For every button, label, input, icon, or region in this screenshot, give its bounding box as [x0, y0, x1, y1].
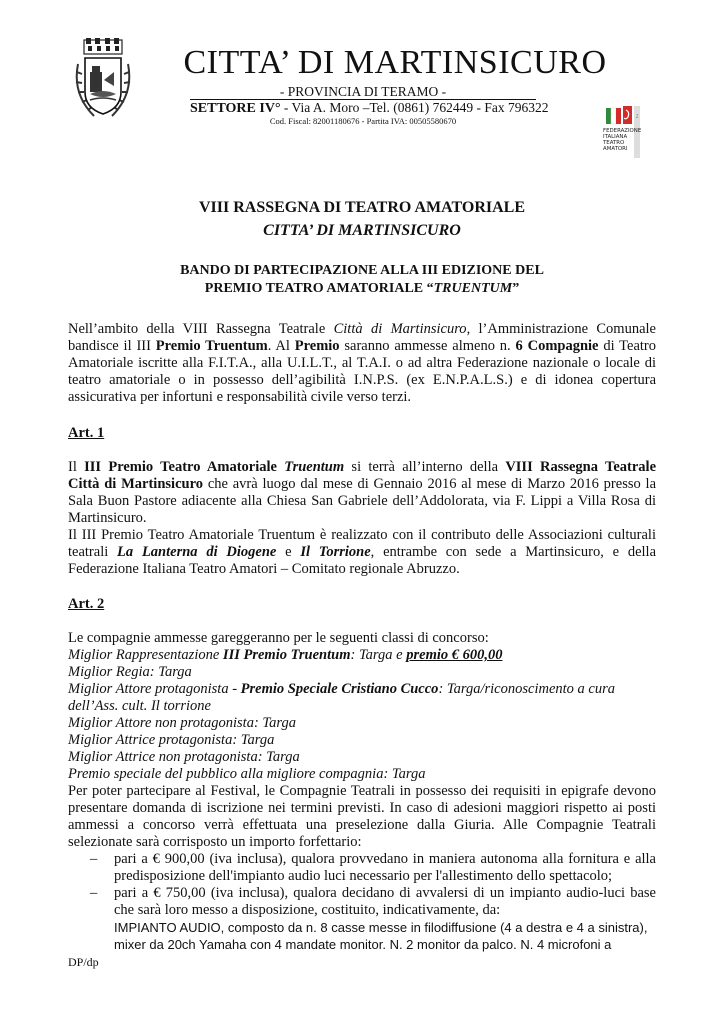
svg-text:ITALIANA: ITALIANA: [603, 134, 628, 140]
svg-text:FEDERAZIONE: FEDERAZIONE: [603, 128, 642, 134]
art-2-para-line-2: presentare domanda di iscrizione nei termini previsti. In caso di adesioni maggiori rispetto ai posti: [68, 800, 656, 816]
bando-title-quote: ”: [512, 281, 520, 296]
award-best-actor-cont: dell’Ass. cult. Il torrione: [68, 698, 211, 714]
award-supporting-actor: Miglior Attore non protagonista: Targa: [68, 715, 296, 731]
art-1-line-4: Martinsicuro.: [68, 510, 147, 526]
award-best-actress: Miglior Attrice protagonista: Targa: [68, 732, 275, 748]
award-best-direction: Miglior Regia: Targa: [68, 664, 192, 680]
art-1-line-6: teatrali La Lanterna di Diogene e Il Torrione, entrambe con sede a Martinsicuro, e della: [68, 544, 657, 560]
svg-text:AMATORI: AMATORI: [603, 146, 628, 152]
art-1-line-7: Federazione Italiana Teatro Amatori – Comitato regionale Abruzzo.: [68, 561, 460, 577]
art-2-para-line-1: Per poter partecipare al Festival, le Compagnie Teatrali in possesso dei requisiti in epigrafe devono: [68, 783, 656, 799]
sector-line: [190, 100, 549, 117]
art-1-line-5: Il III Premio Teatro Amatoriale Truentum è realizzato con il contributo delle Associazioni culturali: [68, 527, 656, 543]
intro-line-1: Nell’ambito della VIII Rassegna Teatrale Città di Martinsicuro, l’Amministrazione Comunale: [68, 321, 656, 337]
svg-text:TEATRO: TEATRO: [603, 140, 625, 146]
art-1-line-2: Città di Martinsicuro che avrà luogo dal mese di Gennaio 2016 al mese di Marzo 2016 presso la: [68, 476, 657, 492]
rassegna-title: VIII RASSEGNA DI TEATRO AMATORIALE: [198, 199, 525, 216]
fee-option-2-line-2: che sarà loro messo a disposizione, costituito, indicativamente, da:: [114, 902, 501, 918]
intro-line-2: bandisce il III Premio Truentum. Al Premio saranno ammesse almeno n. 6 Compagnie di Teatro: [68, 338, 657, 354]
art-2-para-line-3: ammessi a concorso verrà effettuata una preselezione dalla Giuria. Alle Compagnie Teatrali: [68, 817, 656, 833]
citta-subtitle: CITTA’ DI MARTINSICURO: [263, 222, 461, 239]
award-best-actor: Miglior Attore protagonista - Premio Speciale Cristiano Cucco: Targa/riconoscimento a cura: [68, 681, 615, 697]
fee-option-1-line-2: predisposizione dell'impianto audio luci necessario per l'allestimento dello spettacolo;: [114, 868, 613, 884]
bando-title-line1: BANDO DI PARTECIPAZIONE ALLA III EDIZIONE DEL: [180, 263, 544, 278]
footer-initials: DP/dp: [68, 955, 99, 969]
city-title: CITTA’ DI MARTINSICURO: [183, 44, 607, 81]
bando-title-line2: [0, 280, 724, 297]
fee-option-2-line-1: pari a € 750,00 (iva inclusa), qualora decidano di avvalersi di un impianto audio-luci base: [114, 885, 656, 901]
sector-label: SETTORE IV°: [190, 101, 281, 116]
fee-option-1-line-1: pari a € 900,00 (iva inclusa), qualora provvedano in maniera autonoma alla fornitura e alla: [114, 851, 656, 867]
audio-equipment-line-1: IMPIANTO AUDIO, composto da n. 8 casse messe in filodiffusione (4 a destra e 4 a sinistra),: [114, 920, 648, 935]
art-1-heading: Art. 1: [68, 425, 105, 441]
svg-text:2: 2: [635, 114, 639, 120]
audio-equipment-line-2: mixer da 20ch Yamaha con 4 mandate monitor. N. 2 monitor da palco. N. 4 microfoni a: [114, 937, 612, 952]
intro-line-3: Amatoriale iscritte alla F.I.T.A., alla U.I.L.T., al T.A.I. o ad altra Federazione nazionale o locale di: [68, 355, 656, 371]
art-2-heading: Art. 2: [68, 596, 105, 612]
sector-info: - Via A. Moro –Tel. (0861) 762449 - Fax 796322: [280, 100, 549, 115]
province-line: - PROVINCIA DI TERAMO -: [190, 84, 536, 100]
bullet-dash-1: –: [90, 851, 98, 867]
bullet-dash-2: –: [90, 885, 98, 901]
municipal-crest-icon: [72, 36, 134, 126]
intro-line-5: assicurativa per infortuni e responsabilità civile verso terzi.: [68, 389, 412, 405]
intro-line-4: teatro amatoriale o in possesso dell’agibilità I.N.P.S. (ex E.N.P.A.L.S.) e di idonea copertura: [68, 372, 656, 388]
art-1-line-1: Il III Premio Teatro Amatoriale Truentum si terrà all’interno della VIII Rassegna Teatrale: [68, 459, 657, 475]
art-2-para-line-4: selezionate sarà corrisposto un importo forfettario:: [68, 834, 362, 850]
award-best-show: Miglior Rappresentazione III Premio Truentum: Targa e premio € 600,00: [68, 647, 503, 663]
bando-title-truentum: TRUENTUM: [433, 281, 513, 296]
bando-title-text: PREMIO TEATRO AMATORIALE “: [204, 281, 434, 296]
tax-info: Cod. Fiscal: 82001180676 - Partita IVA: 00505580670: [269, 116, 457, 126]
fita-logo-icon: [602, 102, 642, 158]
award-supporting-actress: Miglior Attrice non protagonista: Targa: [68, 749, 300, 765]
art-1-line-3: Sala Buon Pastore adiacente alla Chiesa San Gabriele dell’Addolorata, via F. Lippi a Villa Rosa di: [68, 493, 656, 509]
award-audience: Premio speciale del pubblico alla migliore compagnia: Targa: [68, 766, 426, 782]
art-2-intro: Le compagnie ammesse gareggeranno per le seguenti classi di concorso:: [68, 630, 489, 646]
